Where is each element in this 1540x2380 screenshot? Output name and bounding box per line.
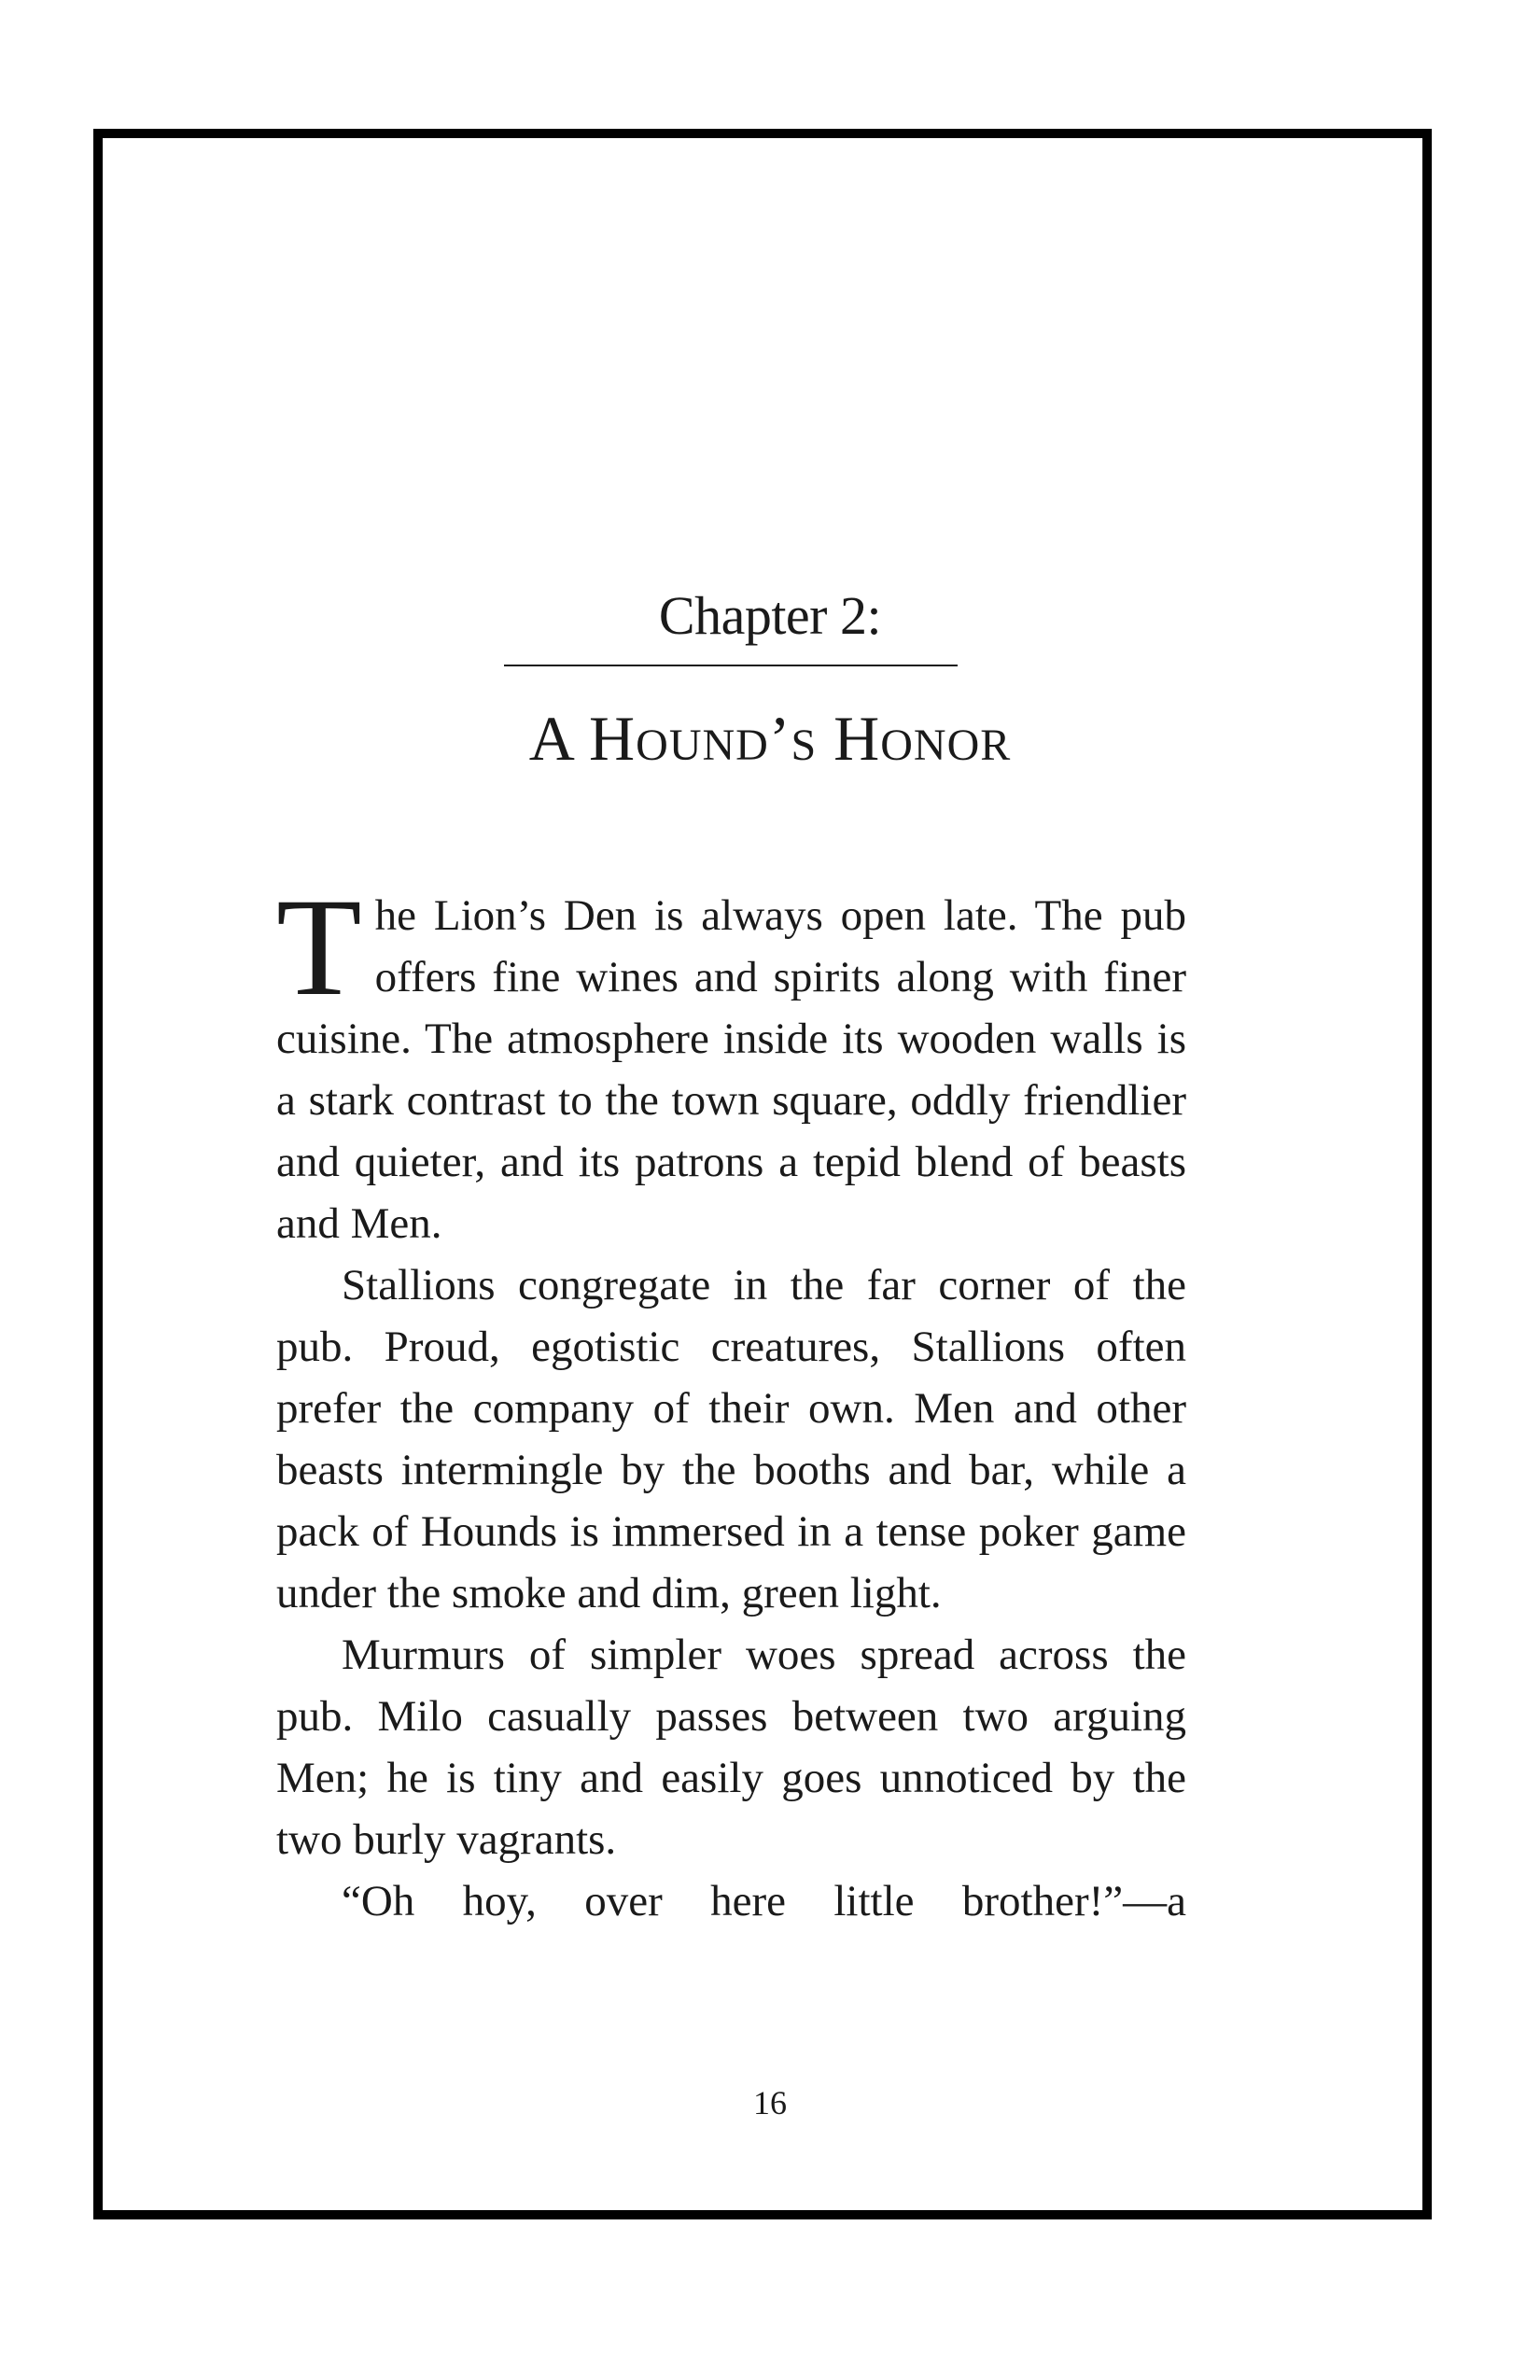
paragraph-2: Stallions congregate in the far corner of the pub. Proud, egotistic creatures, Stallions often prefer the company of their own. Men and other beasts intermingle by the booths and bar, while a pack of Hounds is immersed in a tense poker game under the smoke and dim, green light. — [276, 1261, 1186, 1617]
chapter-label: Chapter 2: — [658, 585, 882, 646]
chapter-body-text — [276, 870, 1186, 1932]
drop-cap-letter: T — [276, 870, 362, 1025]
page-number: 16 — [753, 2084, 787, 2121]
paragraph-1 — [276, 870, 1186, 1254]
chapter-divider-rule — [504, 665, 958, 666]
paragraph-3: Murmurs of simpler woes spread across the pub. Milo casually passes between two arguing Men; he is tiny and easily goes unnoticed by the two burly vagrants. — [276, 1631, 1186, 1864]
paragraph-1-text: he Lion’s Den is always open late. The pub offers fine wines and spirits along with finer cuisine. The atmosphere inside its wooden walls is a stark contrast to the town square, oddly friendlier and quieter, and its patrons a tepid blend of beasts and Men. — [276, 891, 1186, 1248]
paragraph-4: “Oh hoy, over here little brother!”—a — [342, 1877, 1186, 1925]
chapter-title: A Hound’s Honor — [528, 703, 1012, 774]
